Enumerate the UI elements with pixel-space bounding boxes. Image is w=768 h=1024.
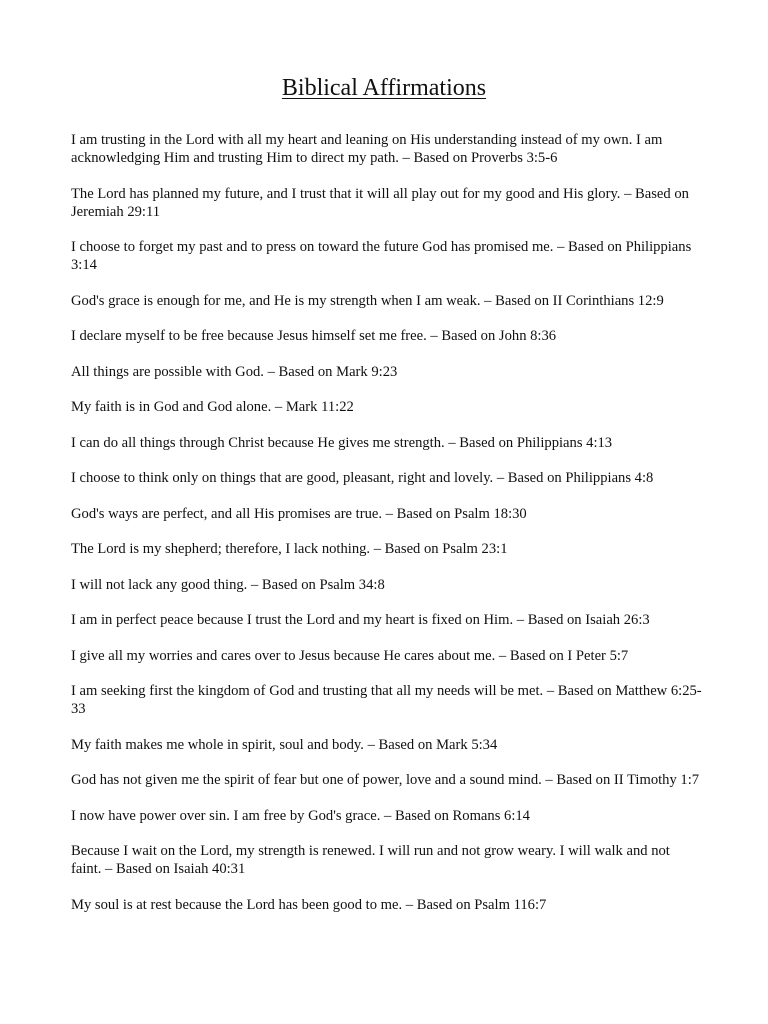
page-title: Biblical Affirmations: [281, 75, 487, 101]
affirmation-item: My faith is in God and God alone. – Mark 11:22: [71, 399, 354, 415]
affirmation-item: I declare myself to be free because Jesus himself set me free. – Based on John 8:36: [71, 328, 557, 344]
affirmation-item: My faith makes me whole in spirit, soul and body. – Based on Mark 5:34: [71, 736, 498, 753]
affirmation-item: God's grace is enough for me, and He is my strength when I am weak. – Based on II Corinthians 12:9: [71, 292, 664, 309]
affirmation-item: I am trusting in the Lord with all my heart and leaning on His understanding instead of my own. I am acknowledging Him and trusting Him to direct my path. – Based on Proverbs 3:5-6: [71, 132, 663, 166]
affirmation-item: I am seeking first the kingdom of God and trusting that all my needs will be met. – Based on Matthew 6:25-33: [71, 683, 702, 717]
affirmation-item: I will not lack any good thing. – Based on Psalm 34:8: [71, 576, 385, 593]
affirmation-item: I choose to forget my past and to press on toward the future God has promised me. – Based on Philippians 3:14: [71, 239, 692, 273]
affirmation-item: I can do all things through Christ because He gives me strength. – Based on Philippians 4:13: [71, 434, 613, 451]
affirmation-item: All things are possible with God. – Based on Mark 9:23: [71, 363, 398, 380]
affirmations-list: [71, 131, 703, 931]
affirmation-item: The Lord has planned my future, and I trust that it will all play out for my good and His glory. – Based on Jeremiah 29:11: [71, 185, 689, 220]
affirmation-item: I am in perfect peace because I trust the Lord and my heart is fixed on Him. – Based on Isaiah 26:3: [71, 612, 650, 628]
affirmation-item: I choose to think only on things that are good, pleasant, right and lovely. – Based on Philippians 4:8: [71, 470, 654, 486]
affirmation-item: The Lord is my shepherd; therefore, I lack nothing. – Based on Psalm 23:1: [71, 541, 508, 557]
affirmation-item: My soul is at rest because the Lord has been good to me. – Based on Psalm 116:7: [71, 896, 547, 913]
affirmation-item: I give all my worries and cares over to Jesus because He cares about me. – Based on I Peter 5:7: [71, 647, 629, 664]
affirmation-item: God has not given me the spirit of fear but one of power, love and a sound mind. – Based on II Timothy 1:7: [71, 772, 700, 788]
affirmation-item: Because I wait on the Lord, my strength is renewed. I will run and not grow weary. I will walk and not faint. – Based on Isaiah 40:31: [71, 843, 670, 877]
affirmation-item: I now have power over sin. I am free by God's grace. – Based on Romans 6:14: [71, 807, 530, 824]
affirmation-item: God's ways are perfect, and all His promises are true. – Based on Psalm 18:30: [71, 505, 527, 522]
